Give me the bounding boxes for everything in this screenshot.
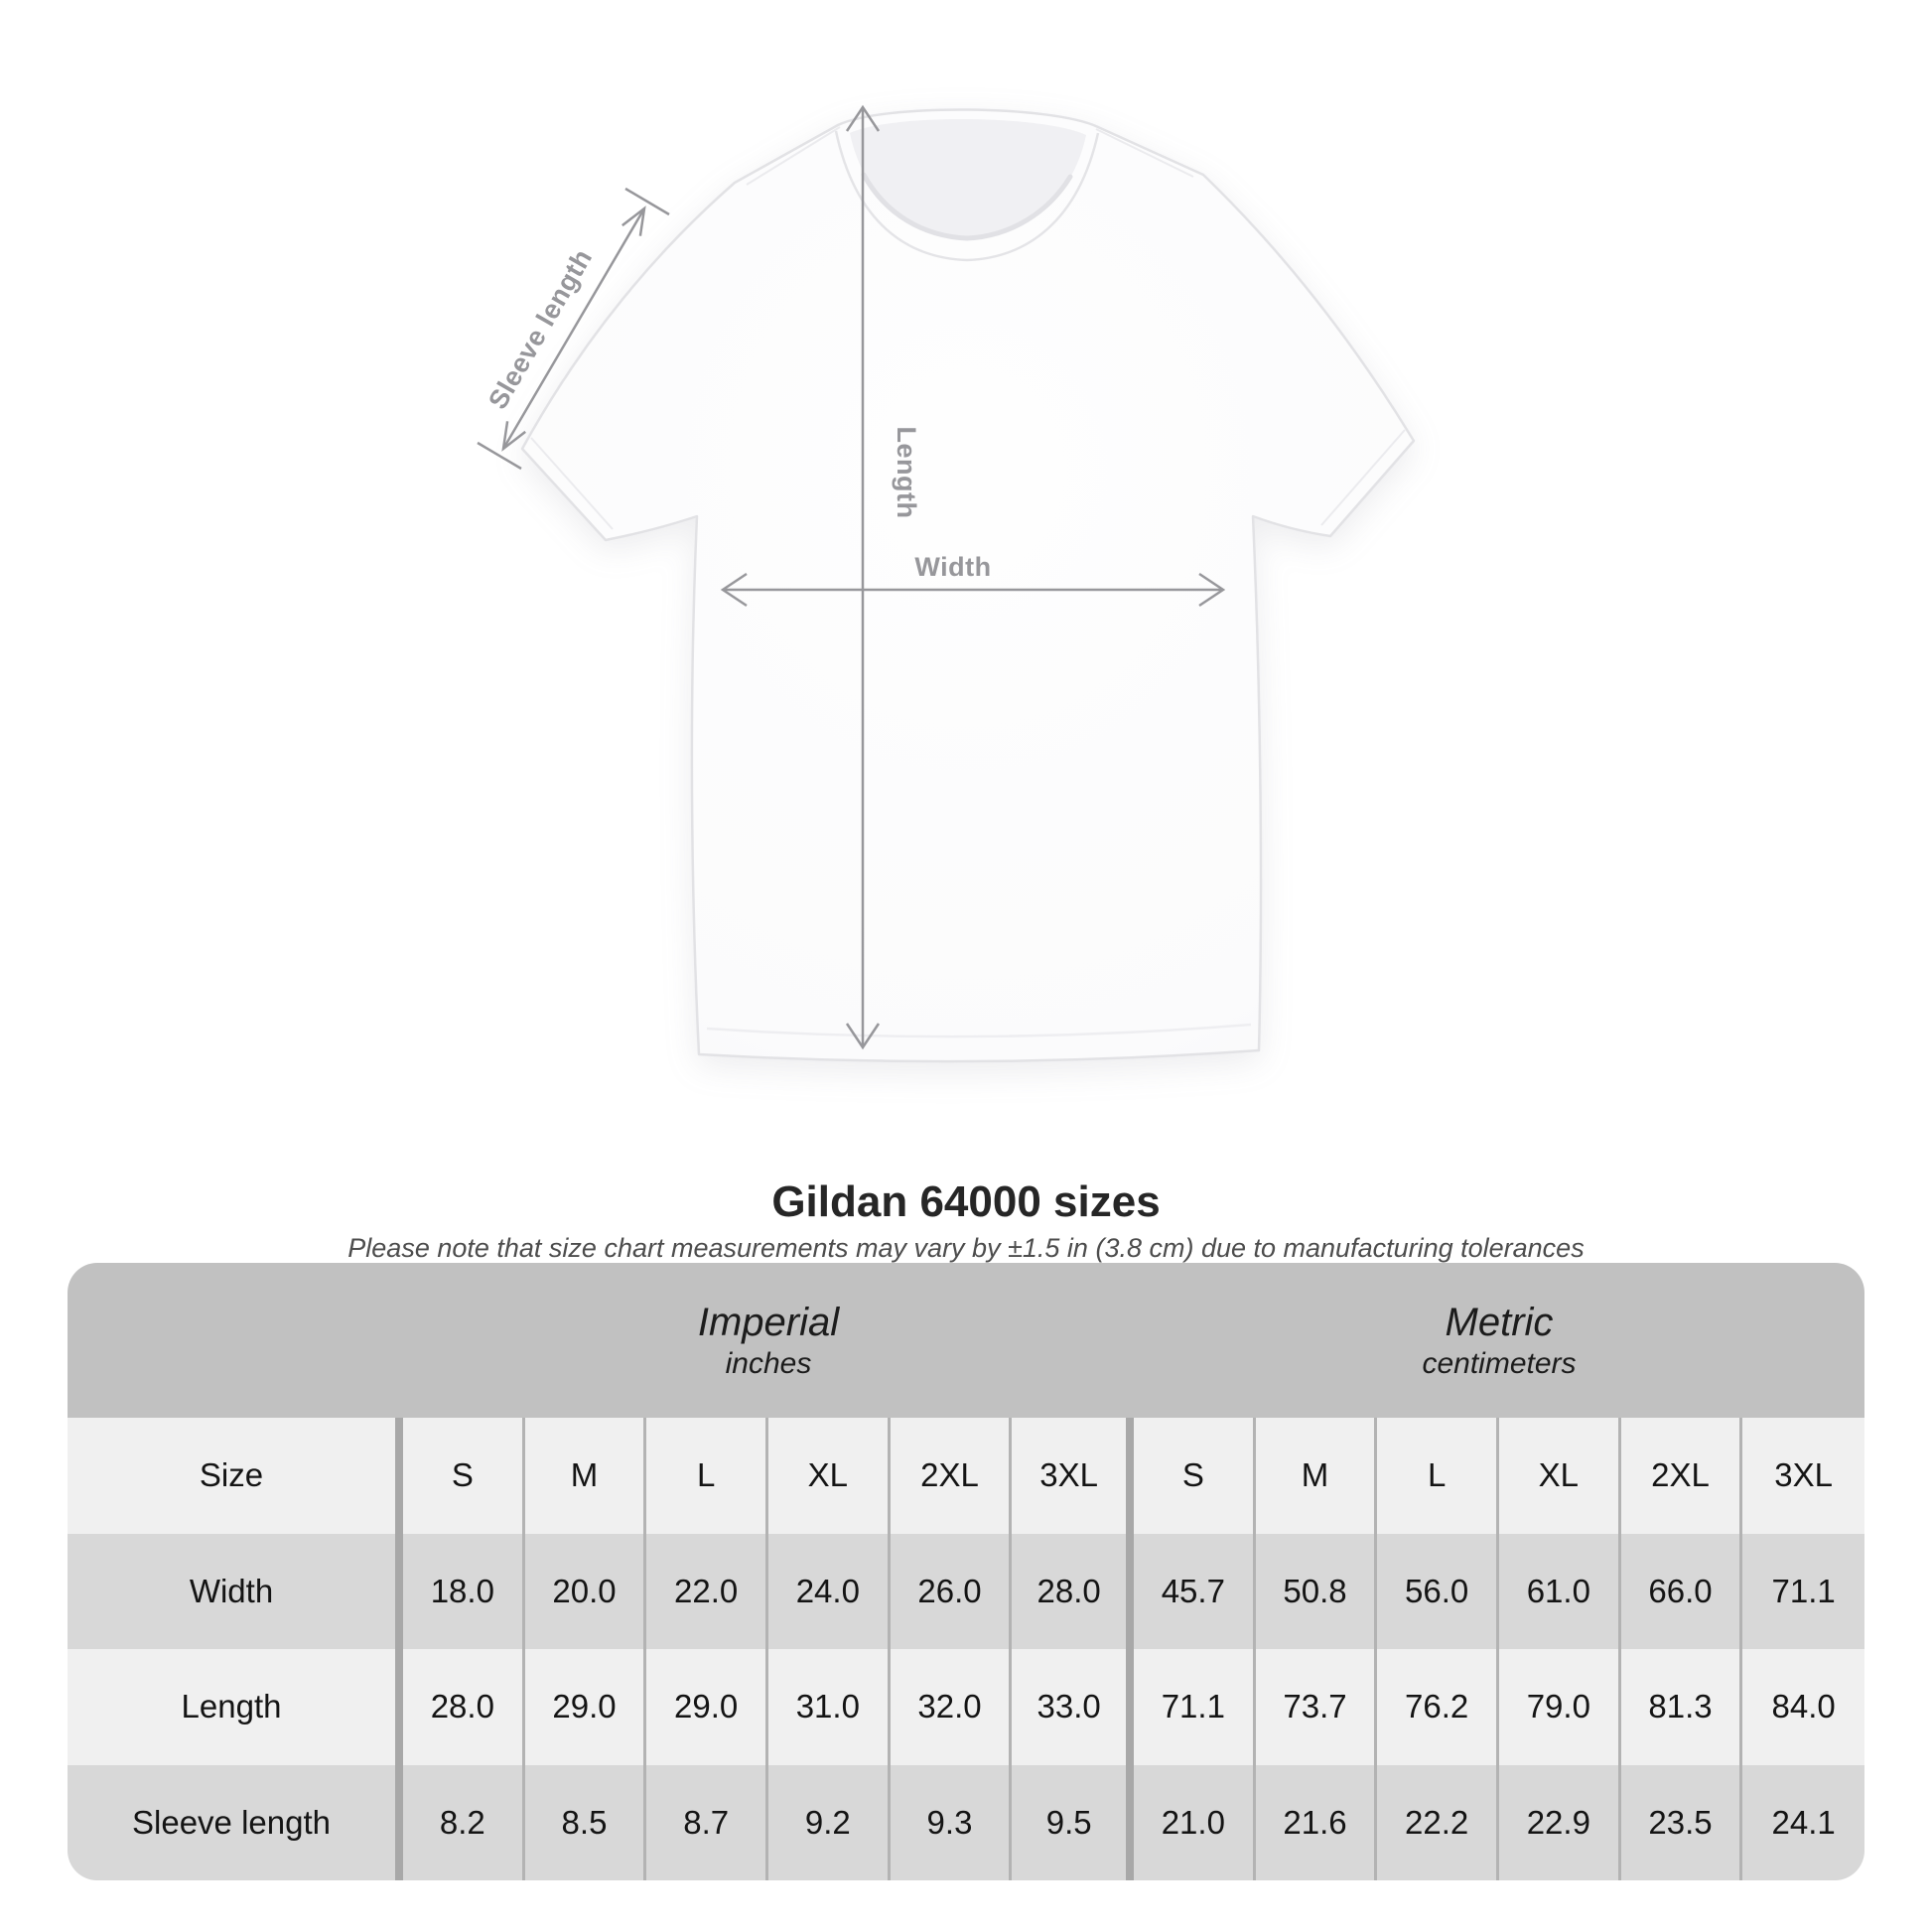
unit-group-unit: centimeters bbox=[1422, 1346, 1577, 1380]
size-header: S bbox=[403, 1418, 525, 1534]
size-row-label: Size bbox=[68, 1418, 403, 1534]
length-label: Length bbox=[892, 426, 921, 519]
unit-group-name: Imperial bbox=[697, 1300, 840, 1344]
unit-group-metric bbox=[1134, 1263, 1864, 1418]
value-cell: 22.0 bbox=[646, 1534, 768, 1650]
value-cell: 20.0 bbox=[525, 1534, 647, 1650]
value-cell: 84.0 bbox=[1771, 1688, 1836, 1725]
value-cell: 79.0 bbox=[1499, 1649, 1621, 1765]
value-cell: 9.2 bbox=[768, 1765, 891, 1881]
value-cell: 8.5 bbox=[525, 1765, 647, 1881]
row-label: Width bbox=[68, 1534, 403, 1650]
value-cell: 26.0 bbox=[891, 1534, 1013, 1650]
size-header: M bbox=[525, 1418, 647, 1534]
size-header: XL bbox=[768, 1418, 891, 1534]
value-cell: 29.0 bbox=[646, 1649, 768, 1765]
tolerance-note: Please note that size chart measurements may vary by ±1.5 in (3.8 cm) due to manufacturing tolerances bbox=[347, 1233, 1585, 1263]
value-cell: 9.5 bbox=[1012, 1765, 1134, 1881]
width-label: Width bbox=[914, 552, 992, 582]
value-cell: 31.0 bbox=[768, 1649, 891, 1765]
value-cell: 8.2 bbox=[403, 1765, 525, 1881]
size-header: 3XL bbox=[1012, 1418, 1134, 1534]
unit-group-imperial bbox=[403, 1263, 1134, 1418]
unit-header-band bbox=[68, 1263, 1864, 1418]
size-header: 2XL bbox=[891, 1418, 1013, 1534]
table-row-sizes bbox=[68, 1418, 1864, 1534]
size-header: L bbox=[1377, 1418, 1499, 1534]
value-cell: 28.0 bbox=[403, 1649, 525, 1765]
size-table bbox=[68, 1263, 1864, 1880]
value-cell: 61.0 bbox=[1499, 1534, 1621, 1650]
size-header: 3XL bbox=[1774, 1456, 1834, 1494]
value-cell: 24.1 bbox=[1771, 1803, 1836, 1841]
sleeve-length-label: Sleeve length bbox=[483, 243, 599, 415]
value-cell: 50.8 bbox=[1256, 1534, 1378, 1650]
value-cell: 23.5 bbox=[1621, 1765, 1743, 1881]
size-header: L bbox=[646, 1418, 768, 1534]
table-row-sleeve-length bbox=[68, 1765, 1864, 1881]
size-header: M bbox=[1256, 1418, 1378, 1534]
table-row-width bbox=[68, 1534, 1864, 1650]
page-title: Gildan 64000 sizes bbox=[771, 1177, 1161, 1226]
table-row-length bbox=[68, 1649, 1864, 1765]
unit-group-name: Metric bbox=[1445, 1300, 1554, 1344]
size-header: 2XL bbox=[1621, 1418, 1743, 1534]
size-header: S bbox=[1134, 1418, 1256, 1534]
value-cell: 66.0 bbox=[1621, 1534, 1743, 1650]
row-label: Sleeve length bbox=[68, 1765, 403, 1881]
row-label: Length bbox=[68, 1649, 403, 1765]
unit-group-unit: inches bbox=[725, 1346, 812, 1380]
value-cell: 33.0 bbox=[1012, 1649, 1134, 1765]
value-cell: 71.1 bbox=[1134, 1649, 1256, 1765]
tshirt-image bbox=[522, 109, 1414, 1061]
value-cell: 71.1 bbox=[1771, 1572, 1836, 1609]
value-cell: 21.0 bbox=[1134, 1765, 1256, 1881]
value-cell: 32.0 bbox=[891, 1649, 1013, 1765]
value-cell: 28.0 bbox=[1012, 1534, 1134, 1650]
value-cell: 24.0 bbox=[768, 1534, 891, 1650]
value-cell: 81.3 bbox=[1621, 1649, 1743, 1765]
value-cell: 29.0 bbox=[525, 1649, 647, 1765]
unit-header-spacer bbox=[68, 1263, 403, 1418]
value-cell: 45.7 bbox=[1134, 1534, 1256, 1650]
value-cell: 9.3 bbox=[891, 1765, 1013, 1881]
value-cell: 76.2 bbox=[1377, 1649, 1499, 1765]
value-cell: 22.2 bbox=[1377, 1765, 1499, 1881]
value-cell: 21.6 bbox=[1256, 1765, 1378, 1881]
value-cell: 18.0 bbox=[403, 1534, 525, 1650]
value-cell: 8.7 bbox=[646, 1765, 768, 1881]
size-header: XL bbox=[1499, 1418, 1621, 1534]
value-cell: 73.7 bbox=[1256, 1649, 1378, 1765]
value-cell: 22.9 bbox=[1499, 1765, 1621, 1881]
value-cell: 56.0 bbox=[1377, 1534, 1499, 1650]
